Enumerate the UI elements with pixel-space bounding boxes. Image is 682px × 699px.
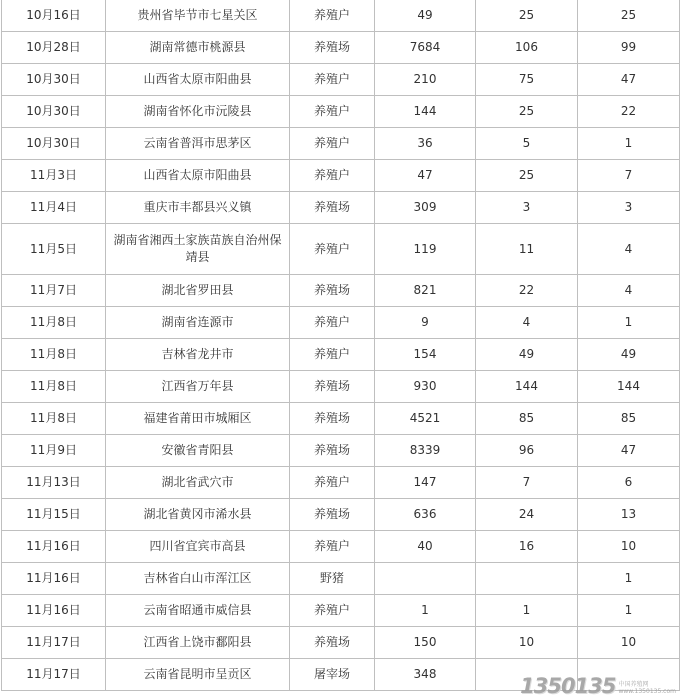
count-cell-3: 4 [578,275,680,307]
date-cell: 11月8日 [2,307,106,339]
type-cell: 养殖场 [290,435,375,467]
table-body [2,0,680,691]
location-cell: 山西省太原市阳曲县 [106,160,290,192]
date-cell: 10月28日 [2,32,106,64]
count-cell-3: 25 [578,0,680,32]
count-cell-1: 40 [375,531,476,563]
type-cell: 屠宰场 [290,659,375,691]
table-row [2,563,680,595]
count-cell-1: 210 [375,64,476,96]
count-cell-2: 1 [476,595,578,627]
count-cell-3: 49 [578,339,680,371]
location-cell: 吉林省白山市浑江区 [106,563,290,595]
count-cell-1: 36 [375,128,476,160]
date-cell: 10月30日 [2,128,106,160]
count-cell-3: 22 [578,96,680,128]
count-cell-2 [476,563,578,595]
outbreak-table [1,0,680,691]
type-cell: 养殖户 [290,96,375,128]
count-cell-1: 49 [375,0,476,32]
table-row [2,403,680,435]
type-cell: 养殖户 [290,0,375,32]
date-cell: 11月9日 [2,435,106,467]
location-cell: 湖北省武穴市 [106,467,290,499]
count-cell-3: 10 [578,627,680,659]
location-cell: 贵州省毕节市七星关区 [106,0,290,32]
table-row [2,595,680,627]
location-cell: 云南省普洱市思茅区 [106,128,290,160]
type-cell: 养殖户 [290,531,375,563]
count-cell-3: 1 [578,307,680,339]
type-cell: 养殖户 [290,467,375,499]
date-cell: 10月16日 [2,0,106,32]
table-row [2,307,680,339]
date-cell: 11月16日 [2,531,106,563]
table-row [2,160,680,192]
date-cell: 11月8日 [2,371,106,403]
type-cell: 养殖户 [290,160,375,192]
count-cell-1: 930 [375,371,476,403]
count-cell-3: 85 [578,403,680,435]
table-row [2,275,680,307]
date-cell: 11月7日 [2,275,106,307]
location-cell: 江西省上饶市鄱阳县 [106,627,290,659]
count-cell-2: 75 [476,64,578,96]
count-cell-3: 4 [578,224,680,275]
count-cell-2: 11 [476,224,578,275]
watermark-caption [618,681,676,697]
type-cell: 养殖户 [290,595,375,627]
count-cell-3: 47 [578,435,680,467]
count-cell-2: 16 [476,531,578,563]
date-cell: 11月3日 [2,160,106,192]
count-cell-1: 9 [375,307,476,339]
count-cell-3: 1 [578,595,680,627]
count-cell-1: 154 [375,339,476,371]
count-cell-1: 1 [375,595,476,627]
location-cell: 湖南常德市桃源县 [106,32,290,64]
location-cell: 山西省太原市阳曲县 [106,64,290,96]
date-cell: 11月16日 [2,595,106,627]
type-cell: 养殖场 [290,499,375,531]
date-cell: 11月17日 [2,627,106,659]
table-row [2,531,680,563]
watermark-number: 1350135 [520,674,616,698]
table-row [2,435,680,467]
count-cell-1: 144 [375,96,476,128]
count-cell-1: 150 [375,627,476,659]
type-cell: 养殖场 [290,32,375,64]
type-cell: 养殖户 [290,128,375,160]
count-cell-2: 106 [476,32,578,64]
count-cell-3: 144 [578,371,680,403]
count-cell-3: 1 [578,128,680,160]
count-cell-1: 4521 [375,403,476,435]
count-cell-1: 8339 [375,435,476,467]
count-cell-2: 24 [476,499,578,531]
location-cell: 江西省万年县 [106,371,290,403]
location-cell: 安徽省青阳县 [106,435,290,467]
count-cell-3: 6 [578,467,680,499]
table-row [2,96,680,128]
location-cell: 湖南省湘西土家族苗族自治州保靖县 [106,224,290,275]
table-row [2,627,680,659]
count-cell-1: 47 [375,160,476,192]
type-cell: 养殖户 [290,307,375,339]
type-cell: 养殖户 [290,224,375,275]
site-watermark [520,675,676,697]
count-cell-3: 3 [578,192,680,224]
type-cell: 养殖场 [290,192,375,224]
count-cell-1: 309 [375,192,476,224]
count-cell-3: 13 [578,499,680,531]
count-cell-2: 4 [476,307,578,339]
count-cell-1: 7684 [375,32,476,64]
date-cell: 10月30日 [2,64,106,96]
watermark-site: www.1350135.com [618,688,676,695]
count-cell-1: 147 [375,467,476,499]
date-cell: 11月16日 [2,563,106,595]
table-row [2,339,680,371]
location-cell: 吉林省龙井市 [106,339,290,371]
table-row [2,64,680,96]
date-cell: 11月8日 [2,403,106,435]
table-row [2,0,680,32]
table-row [2,32,680,64]
table-row [2,467,680,499]
type-cell: 养殖场 [290,627,375,659]
location-cell: 云南省昆明市呈贡区 [106,659,290,691]
count-cell-3: 7 [578,160,680,192]
location-cell: 湖北省罗田县 [106,275,290,307]
table-row [2,224,680,275]
location-cell: 重庆市丰都县兴义镇 [106,192,290,224]
count-cell-3: 10 [578,531,680,563]
count-cell-2: 85 [476,403,578,435]
count-cell-2: 25 [476,0,578,32]
count-cell-2: 25 [476,96,578,128]
count-cell-1: 348 [375,659,476,691]
location-cell: 福建省莆田市城厢区 [106,403,290,435]
date-cell: 10月30日 [2,96,106,128]
location-cell: 云南省昭通市威信县 [106,595,290,627]
watermark-tag: 中国养殖网 [618,681,649,688]
count-cell-3: 47 [578,64,680,96]
count-cell-2: 144 [476,371,578,403]
date-cell: 11月4日 [2,192,106,224]
count-cell-2: 7 [476,467,578,499]
type-cell: 野猪 [290,563,375,595]
count-cell-2: 49 [476,339,578,371]
table-row [2,371,680,403]
table-row [2,192,680,224]
type-cell: 养殖场 [290,403,375,435]
count-cell-2: 10 [476,627,578,659]
count-cell-1: 821 [375,275,476,307]
location-cell: 湖南省连源市 [106,307,290,339]
type-cell: 养殖户 [290,339,375,371]
type-cell: 养殖场 [290,371,375,403]
type-cell: 养殖户 [290,64,375,96]
count-cell-1: 636 [375,499,476,531]
type-cell: 养殖场 [290,275,375,307]
date-cell: 11月8日 [2,339,106,371]
count-cell-1: 119 [375,224,476,275]
count-cell-2: 3 [476,192,578,224]
date-cell: 11月13日 [2,467,106,499]
location-cell: 四川省宜宾市高县 [106,531,290,563]
date-cell: 11月15日 [2,499,106,531]
count-cell-2: 25 [476,160,578,192]
table-row [2,499,680,531]
count-cell-3: 1 [578,563,680,595]
table-row [2,128,680,160]
count-cell-3: 99 [578,32,680,64]
date-cell: 11月5日 [2,224,106,275]
count-cell-2: 96 [476,435,578,467]
count-cell-2: 22 [476,275,578,307]
count-cell-1 [375,563,476,595]
count-cell-2: 5 [476,128,578,160]
location-cell: 湖北省黄冈市浠水县 [106,499,290,531]
date-cell: 11月17日 [2,659,106,691]
location-cell: 湖南省怀化市沅陵县 [106,96,290,128]
